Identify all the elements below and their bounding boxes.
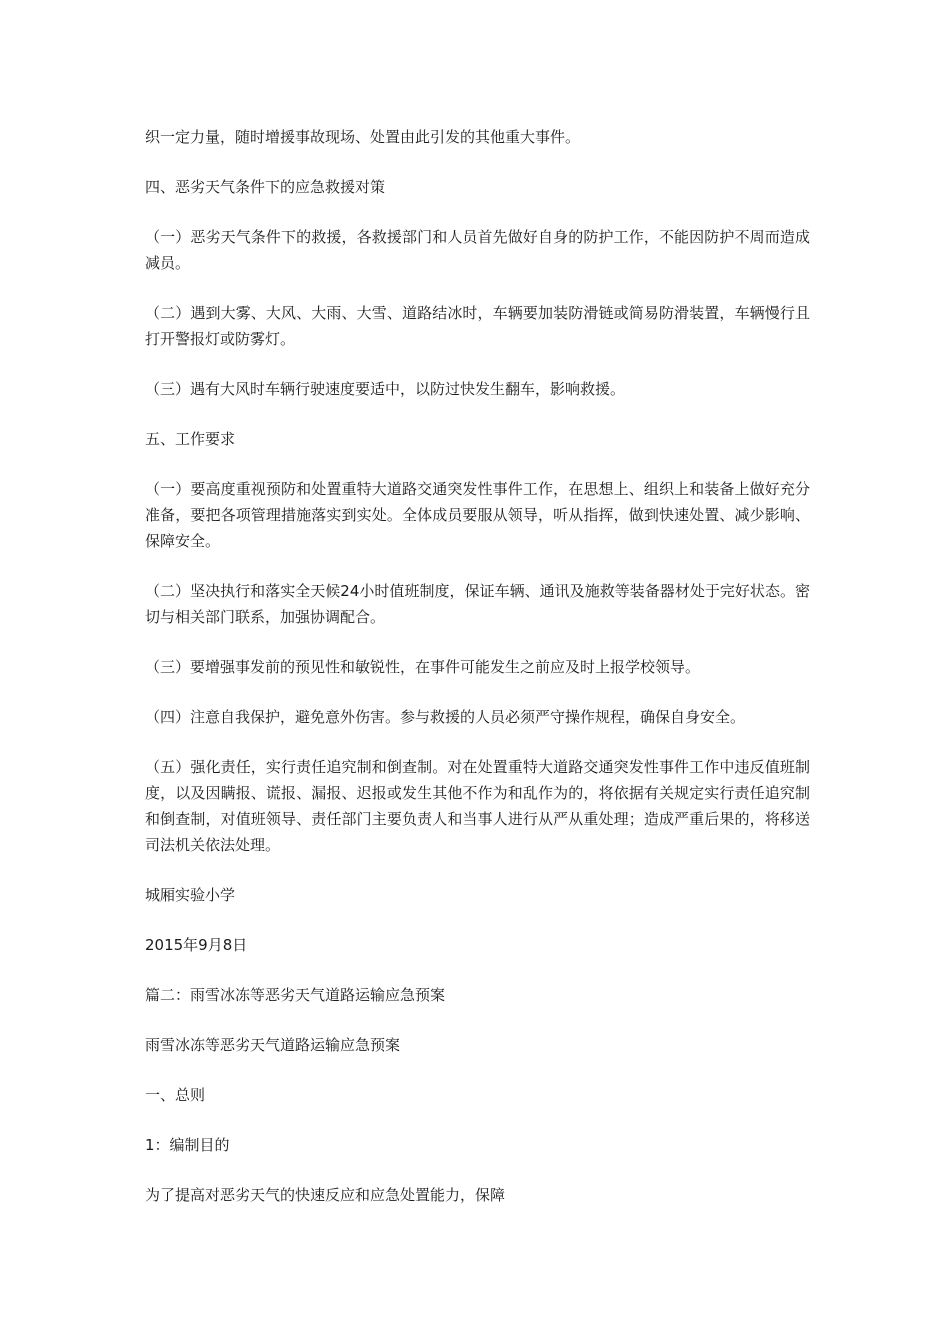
paragraph-purpose: 为了提高对恶劣天气的快速反应和应急处置能力，保障 [145, 1186, 506, 1204]
paragraph-5-2: （二）坚决执行和落实全天候24小时值班制度，保证车辆、通讯及施救等装备器材处于完好状态。密切与相关部门联系，加强协调配合。 [145, 582, 810, 626]
signature-organization: 城厢实验小学 [145, 886, 236, 904]
paragraph-4-1: （一）恶劣天气条件下的救援，各救援部门和人员首先做好自身的防护工作，不能因防护不周而造成减员。 [145, 228, 810, 272]
paragraph-continuation: 织一定力量，随时增援事故现场、处置由此引发的其他重大事件。 [145, 128, 581, 146]
section-heading-5: 五、工作要求 [145, 430, 236, 448]
paragraph-4-3: （三）遇有大风时车辆行驶速度要适中，以防过快发生翻车，影响救援。 [145, 380, 626, 398]
document-body [145, 124, 810, 1232]
paragraph-5-5: （五）强化责任，实行责任追究制和倒查制。对在处置重特大道路交通突发性事件工作中违反值班制度，以及因瞒报、谎报、漏报、迟报或发生其他不作为和乱作为的，将依据有关规定实行责任追究制和倒查制，对值班领导、责任部门主要负责人和当事人进行从严从重处理；造成严重后果的，将移送司法机关依法处理。 [145, 758, 810, 854]
subsection-heading-1-1: 1：编制目的 [145, 1136, 230, 1154]
signature-date: 2015年9月8日 [145, 936, 248, 954]
document-title: 雨雪冰冻等恶劣天气道路运输应急预案 [145, 1036, 401, 1054]
paragraph-4-2: （二）遇到大雾、大风、大雨、大雪、道路结冰时，车辆要加装防滑链或简易防滑装置，车辆慢行且打开警报灯或防雾灯。 [145, 304, 810, 348]
section-heading-1: 一、总则 [145, 1086, 206, 1104]
paragraph-5-3: （三）要增强事发前的预见性和敏锐性，在事件可能发生之前应及时上报学校领导。 [145, 658, 701, 676]
paragraph-5-1: （一）要高度重视预防和处置重特大道路交通突发性事件工作，在思想上、组织上和装备上做好充分准备，要把各项管理措施落实到实处。全体成员要服从领导，听从指挥，做到快速处置、减少影响、保障安全。 [145, 480, 810, 550]
chapter-heading: 篇二：雨雪冰冻等恶劣天气道路运输应急预案 [145, 986, 446, 1004]
paragraph-5-4: （四）注意自我保护，避免意外伤害。参与救援的人员必须严守操作规程，确保自身安全。 [145, 708, 746, 726]
section-heading-4: 四、恶劣天气条件下的应急救援对策 [145, 178, 386, 196]
